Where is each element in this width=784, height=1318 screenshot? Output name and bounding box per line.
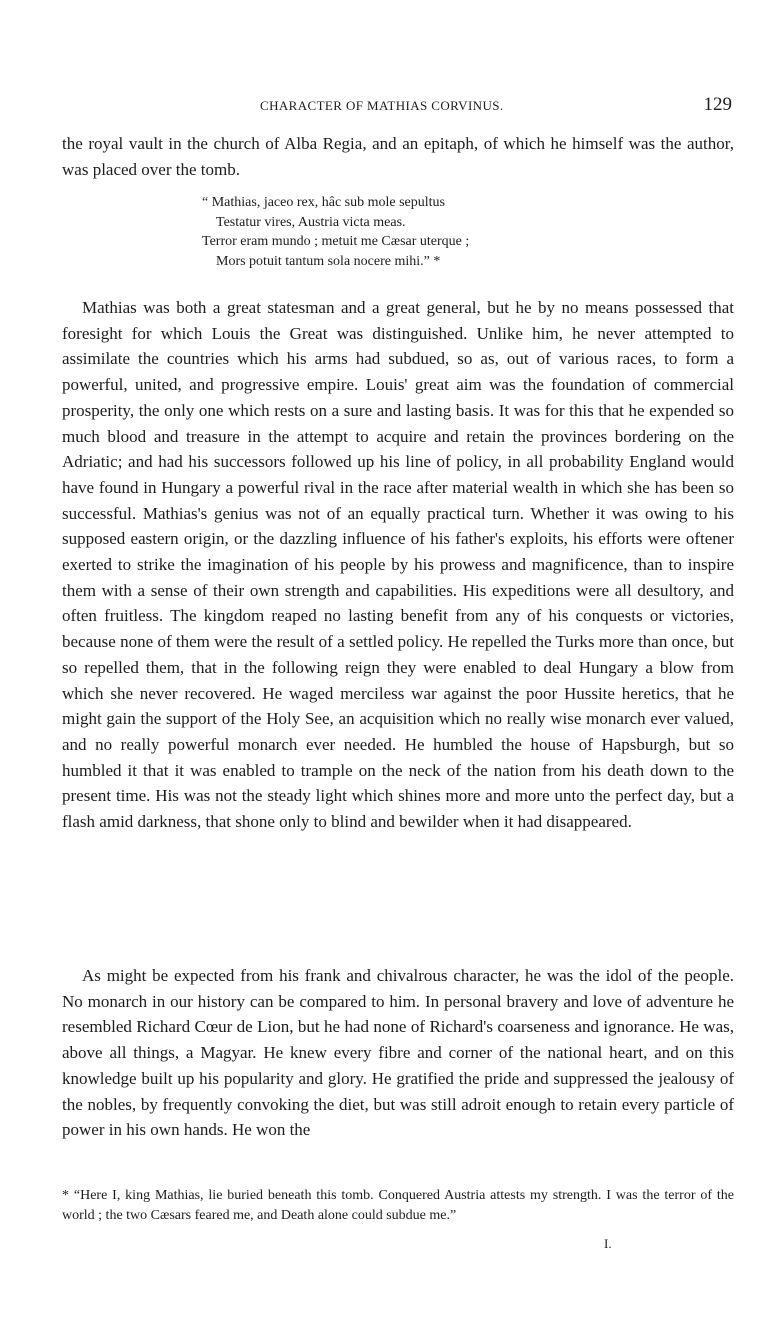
verse-line: “ Mathias, jaceo rex, hâc sub mole sepultus: [202, 195, 445, 210]
page-header: [62, 94, 734, 118]
verse-line: Mors potuit tantum sola nocere mihi.” *: [216, 253, 441, 269]
signature-mark: I.: [604, 1236, 612, 1251]
opening-paragraph: [62, 131, 734, 182]
page-number: 129: [703, 94, 732, 115]
paragraph-statesman: Mathias was both a great statesman and a great general, but he by no means possessed that foresight for which Louis the Great was distinguished. Unlike him, he never attempted to assimilate the countries which his arms had subdued, so as, out of various races, to form a powerful, united, and progressive empire. Louis' great aim was the foundation of commercial prosperity, the only one which rests on a sure and lasting basis. It was for this that he expended so much blood and treasure in the attempt to acquire and retain the provinces bordering on the Adriatic; and had his successors followed up his line of policy, in all probability England would have found in Hungary a powerful rival in the race after material wealth in which she has been so successful. Mathias's genius was not of an equally practical turn. Whether it was owing to his supposed eastern origin, or the dazzling influence of his father's exploits, his efforts were oftener exerted to strike the imagination of his people by his prowess and magnificence, than to inspire them with a sense of their own strength and capabilities. His expeditions were all desultory, and often fruitless. The kingdom reaped no lasting benefit from any of his conquests or victories, because none of them were the result of a settled policy. He repelled the Turks more than once, but so repelled them, that in the following reign they were enabled to deal Hungary a blow from which she never recovered. He waged merciless war against the poor Hussite heretics, that he might gain the support of the Holy See, an acquisition which no really wise monarch ever valued, and no really powerful monarch ever needed. He humbled the house of Hapsburgh, but so humbled it that it was enabled to trample on the neck of the nation from his death down to the present time. His was not the steady light which shines more and more unto the perfect day, but a flash amid darkness, that shone only to blind and bewilder when it had disappeared.: [62, 298, 734, 832]
epitaph-verse: [202, 193, 662, 271]
verse-line: Testatur vires, Austria victa meas.: [216, 214, 406, 230]
footnote: * “Here I, king Mathias, lie buried beneath this tomb. Conquered Austria attests my strength. I was the terror of the world ; the two Cæsars feared me, and Death alone could subdue me.”: [62, 1188, 734, 1223]
verse-line: Terror eram mundo ; metuit me Cæsar uterque ;: [202, 234, 470, 249]
paragraph-idol: As might be expected from his frank and chivalrous character, he was the idol of the people. No monarch in our history can be compared to him. In personal bravery and love of adventure he resembled Richard Cœur de Lion, but he had none of Richard's coarseness and ignorance. He was, above all things, a Magyar. He knew every fibre and corner of the national heart, and on this knowledge built up his popularity and glory. He gratified the pride and suppressed the jealousy of the nobles, by frequently convoking the diet, but was still adroit enough to retain every particle of power in his own hands. He won the: [62, 966, 734, 1140]
paragraph-text: the royal vault in the church of Alba Regia, and an epitaph, of which he himself was the author, was placed over the tomb.: [62, 134, 734, 179]
running-title: CHARACTER OF MATHIAS CORVINUS.: [260, 98, 504, 113]
